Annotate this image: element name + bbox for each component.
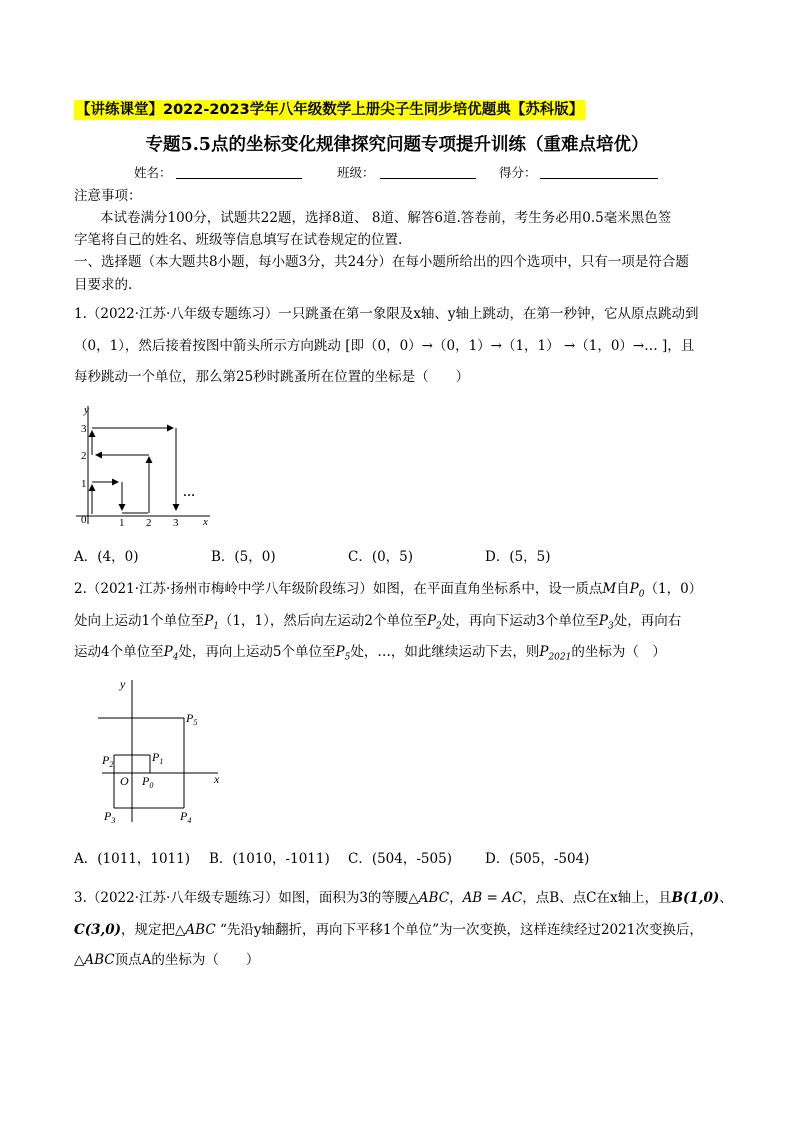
notice-line-1: 本试卷满分100分，试题共22题，选择8道、 8道、解答6道.答卷前，考生务必用0.5毫米黑色签	[100, 210, 672, 226]
class-blank[interactable]	[380, 178, 476, 179]
score-blank[interactable]	[540, 178, 658, 179]
q2-option-d[interactable]: D．(505，-504)	[485, 851, 590, 867]
page-title: 专题5.5点的坐标变化规律探究问题专项提升训练（重难点培优）	[145, 135, 649, 155]
q1-origin-label: 0	[81, 514, 87, 526]
name-label: 姓名：	[134, 165, 172, 180]
series-banner: 【讲练课堂】2022-2023学年八年级数学上册尖子生同步培优题典【苏科版】	[76, 102, 584, 118]
q2-line-3: 运动4个单位至$P_4$处，再向上运动5个单位至$P_5$处，…，如此继续运动下去，则$P_{2021}$的坐标为（ ）	[74, 644, 666, 663]
q1-path	[92, 428, 176, 514]
q2-p2-label: $P_2$	[102, 753, 114, 769]
q2-p3-label: $P_3$	[104, 809, 116, 825]
q2-figure	[96, 672, 236, 832]
q1-option-c[interactable]: C．(0，5)	[348, 549, 414, 565]
q1-line-1: 1.（2022·江苏·八年级专题练习）一只跳蚤在第一象限及x轴、y轴上跳动，在第一秒钟，它从原点跳动到	[74, 306, 699, 322]
q2-origin-label: O	[120, 774, 129, 788]
q1-x-label: x	[203, 516, 208, 528]
q2-p1-label: $P_1$	[152, 750, 164, 766]
q1-option-b[interactable]: B．(5，0)	[211, 549, 276, 565]
q2-y-label: y	[120, 677, 126, 691]
q2-p0-label: $P_0$	[142, 774, 154, 790]
q1-y-tick: 3	[81, 423, 87, 435]
q2-option-c[interactable]: C．(504，-505)	[348, 851, 452, 867]
q1-y-tick: 1	[81, 478, 87, 490]
score-label: 得分：	[499, 165, 537, 180]
notice-line-2: 字笔将自己的姓名、班级等信息填写在试卷规定的位置.	[74, 232, 403, 248]
q1-x-tick: 3	[173, 517, 179, 529]
q3-line-3: △ABC顶点A的坐标为（ ）	[74, 952, 260, 968]
q2-x-label: x	[214, 772, 220, 786]
q1-line-3: 每秒跳动一个单位，那么第25秒时跳蚤所在位置的坐标是（ ）	[74, 369, 470, 385]
q2-option-b[interactable]: B．(1010，-1011)	[209, 851, 330, 867]
q2-p5-label: $P_5$	[186, 711, 198, 727]
section-heading-2: 目要求的.	[74, 277, 133, 293]
q1-x-tick: 1	[119, 517, 125, 529]
q3-line-1: 3.（2022·江苏·八年级专题练习）如图，面积为3的等腰△ABC，AB = AC，点B、点C在x轴上，且B(1,0)、	[74, 890, 733, 906]
class-label: 班级：	[337, 165, 375, 180]
q2-line-1: 2.（2021·江苏·扬州市梅岭中学八年级阶段练习）如图，在平面直角坐标系中，设一质点M自$P_0(1$，0）	[74, 581, 703, 600]
q1-line-2: （0，1），然后接着按图中箭头所示方向跳动 [即（0，0）→（0，1）→（1，1） →（1，0）→… ]，且	[74, 338, 695, 354]
q2-p4-label: $P_4$	[180, 809, 192, 825]
q3-line-2: C(3,0)，规定把△ABC “先沿y轴翻折，再向下平移1个单位”为一次变换，这样连续经过2021次变换后，	[74, 922, 703, 938]
q1-y-label: y	[84, 404, 89, 416]
q2-option-a[interactable]: A．(1011，1011)	[74, 851, 190, 867]
notice-heading: 注意事项：	[74, 188, 142, 204]
q1-option-d[interactable]: D．(5，5)	[485, 549, 551, 565]
section-heading-1: 一、选择题（本大题共8小题，每小题3分，共24分）在每小题所给出的四个选项中，只有一项是符合题	[74, 254, 689, 270]
q1-y-tick: 2	[81, 450, 87, 462]
name-blank[interactable]	[176, 178, 302, 179]
q1-figure	[70, 398, 220, 533]
q1-x-tick: 2	[146, 517, 152, 529]
q2-line-2: 处向上运动1个单位至$P_1(1$，1），然后向左运动2个单位至$P_2$处，再向下运动3个单位至$P_3$处，再向右	[74, 613, 682, 632]
q1-option-a[interactable]: A．(4，0)	[74, 549, 139, 565]
q1-ellipsis: …	[183, 485, 195, 499]
